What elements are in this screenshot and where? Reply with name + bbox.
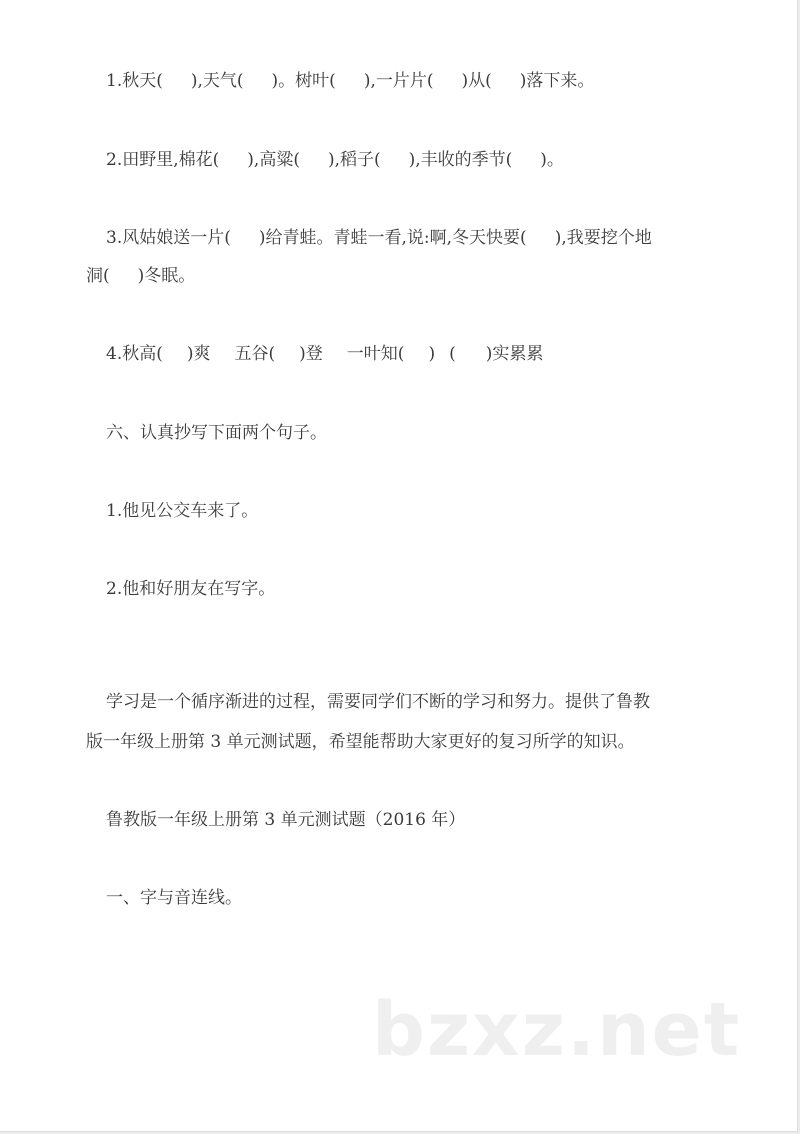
- item-number: 1.: [106, 71, 123, 91]
- item-number: 3.: [106, 228, 123, 248]
- fill-blank-item-3: 3.风姑娘送一片( )给青蛙。青蛙一看,说:啊,冬天快要( ),我要挖个地: [106, 228, 652, 248]
- copy-sentence-1: 1.他见公交车来了。: [106, 501, 259, 521]
- fill-blank-item-2: 2.田野里,棉花( ),高粱( ),稻子( ),丰收的季节( )。: [106, 150, 564, 170]
- item-number: 4.: [106, 344, 123, 364]
- copy-sentence-2: 2.他和好朋友在写字。: [106, 579, 276, 599]
- intro-paragraph-line-2: 版一年级上册第 3 单元测试题，希望能帮助大家更好的复习所学的知识。: [86, 732, 635, 752]
- fill-blank-item-4: 4.秋高( )爽 五谷( )登 一叶知( ) ( )实累累: [106, 344, 544, 364]
- watermark-logo: bzxz.net: [372, 987, 742, 1073]
- item-number: 2.: [106, 150, 123, 170]
- section-six-heading: 六、认真抄写下面两个句子。: [106, 423, 327, 443]
- fill-blank-item-1: 1.秋天( ),天气( )。树叶( ),一片片( )从( )落下来。: [106, 71, 595, 91]
- fill-blank-item-3-continued: 洞( )冬眠。: [86, 266, 196, 286]
- test-title: 鲁教版一年级上册第 3 单元测试题（2016 年）: [106, 810, 466, 830]
- section-one-heading: 一、字与音连线。: [106, 888, 242, 908]
- intro-paragraph-line-1: 学习是一个循序渐进的过程，需要同学们不断的学习和努力。提供了鲁教: [106, 692, 650, 712]
